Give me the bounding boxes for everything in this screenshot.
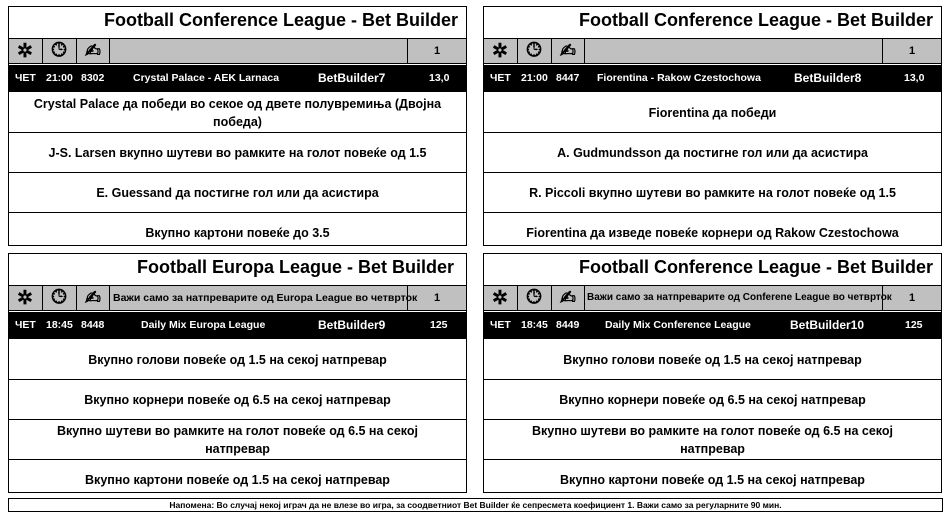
divider [42,39,43,63]
betbuilder-name: BetBuilder8 [794,71,862,85]
betbuilder-name: BetBuilder9 [318,318,386,332]
clock-icon: 🕒︎ [526,287,542,308]
selection-row: Вкупно шутеви во рамките на голот повеќе од 6.5 на секој натпревар [9,420,466,460]
card-title-bar [484,7,941,34]
betbuilder-name: BetBuilder10 [790,318,865,332]
gear-icon: ✲ [17,287,33,309]
selection-row: J-S. Larsen вкупно шутеви во рамките на голот повеќе од 1.5 [9,133,466,173]
selection-row: Вкупно голови повеќе од 1.5 на секој натпревар [9,340,466,380]
no-writing-icon: ✍︎ [560,287,576,309]
selection-list [9,340,466,500]
match-name: Fiorentina - Rakow Czestochowa [597,72,761,84]
card-note: Важи само за натпреварите од Conferene League во четврток [587,292,892,303]
match-day: ЧЕТ [490,319,511,331]
divider [517,286,518,310]
odds-value: 125 [430,319,448,331]
selection-row: Вкупно картони повеќе од 1.5 на секој натпревар [85,473,390,487]
selection-row: Вкупно корнери повеќе од 6.5 на секој натпревар [484,380,941,420]
bet-count: 1 [882,286,941,310]
no-writing-icon: ✍︎ [85,287,101,309]
card-title-bar [484,254,941,281]
match-name: Daily Mix Europa League [141,319,266,331]
card-title: Football Conference League - Bet Builder [578,10,933,30]
selection-row: Вкупно картони повеќе од 1.5 на секој натпревар [560,473,865,487]
bet-builder-card-2 [483,6,942,246]
gear-icon: ✲ [492,40,508,62]
match-code: 8447 [556,72,580,84]
match-day: ЧЕТ [490,72,511,84]
card-title: Football Europa League - Bet Builder [137,257,455,277]
bet-count: 1 [882,39,941,63]
selection-list [484,340,941,500]
match-time: 18:45 [46,319,73,331]
selection-row: Crystal Palace да победи во секое од двете полувремиња (Двојна победа) [9,93,466,133]
clock-icon: 🕒︎ [51,287,67,308]
icon-row [484,285,941,311]
card-note: Важи само за натпреварите од Europa League во четврток [113,292,418,304]
no-writing-icon: ✍︎ [560,40,576,62]
match-info-bar [484,312,941,339]
divider [76,286,77,310]
divider [517,39,518,63]
selection-row: R. Piccoli вкупно шутеви во рамките на голот повеќе од 1.5 [484,173,941,213]
selection-row: Fiorentina да изведе повеќе корнери од Rakow Czestochowa [526,226,899,240]
match-code: 8302 [81,72,105,84]
divider [584,286,585,310]
selection-row: Вкупно голови повеќе од 1.5 на секој натпревар [484,340,941,380]
divider [109,39,110,63]
match-day: ЧЕТ [15,72,36,84]
selection-row: A. Gudmundsson да постигне гол или да асистира [484,133,941,173]
icon-row [9,38,466,64]
match-info-bar [484,65,941,92]
betbuilder-name: BetBuilder7 [318,71,386,85]
card-title-bar [9,254,466,281]
match-name: Daily Mix Conference League [605,319,751,331]
no-writing-icon: ✍︎ [85,40,101,62]
icon-row [484,38,941,64]
bet-builder-card-1 [8,6,467,246]
match-time: 21:00 [46,72,73,84]
match-day: ЧЕТ [15,319,36,331]
icon-row [9,285,466,311]
bet-builder-card-3 [8,253,467,493]
match-code: 8448 [81,319,105,331]
selection-row: Вкупно картони повеќе до 3.5 [145,226,330,240]
gear-icon: ✲ [17,40,33,62]
footer-note: Напомена: Во случај некој играч да не влезе во игра, за соодветниот Bet Builder ќе сепресмета коефициент 1. Важи само за регуларните 90 мин. [8,498,943,512]
clock-icon: 🕒︎ [526,40,542,61]
selection-row: Вкупно шутеви во рамките на голот повеќе од 6.5 на секој натпревар [484,420,941,460]
selection-list [9,93,466,253]
match-time: 21:00 [521,72,548,84]
match-code: 8449 [556,319,580,331]
odds-value: 125 [905,319,923,331]
divider [551,286,552,310]
match-time: 18:45 [521,319,548,331]
selection-row: Fiorentina да победи [484,93,941,133]
bet-count: 1 [407,286,466,310]
odds-value: 13,0 [429,72,450,84]
odds-value: 13,0 [904,72,925,84]
match-name: Crystal Palace - AEK Larnaca [133,72,280,84]
divider [42,286,43,310]
selection-list [484,93,941,253]
card-title: Football Conference League - Bet Builder [103,10,458,30]
bet-count: 1 [407,39,466,63]
selection-row: Вкупно корнери повеќе од 6.5 на секој натпревар [9,380,466,420]
card-title-bar [9,7,466,34]
divider [76,39,77,63]
match-info-bar [9,65,466,92]
selection-row: E. Guessand да постигне гол или да асистира [9,173,466,213]
match-info-bar [9,312,466,339]
divider [109,286,110,310]
gear-icon: ✲ [492,287,508,309]
clock-icon: 🕒︎ [51,40,67,61]
card-title: Football Conference League - Bet Builder [578,257,933,277]
bet-builder-card-4 [483,253,942,493]
divider [584,39,585,63]
divider [551,39,552,63]
